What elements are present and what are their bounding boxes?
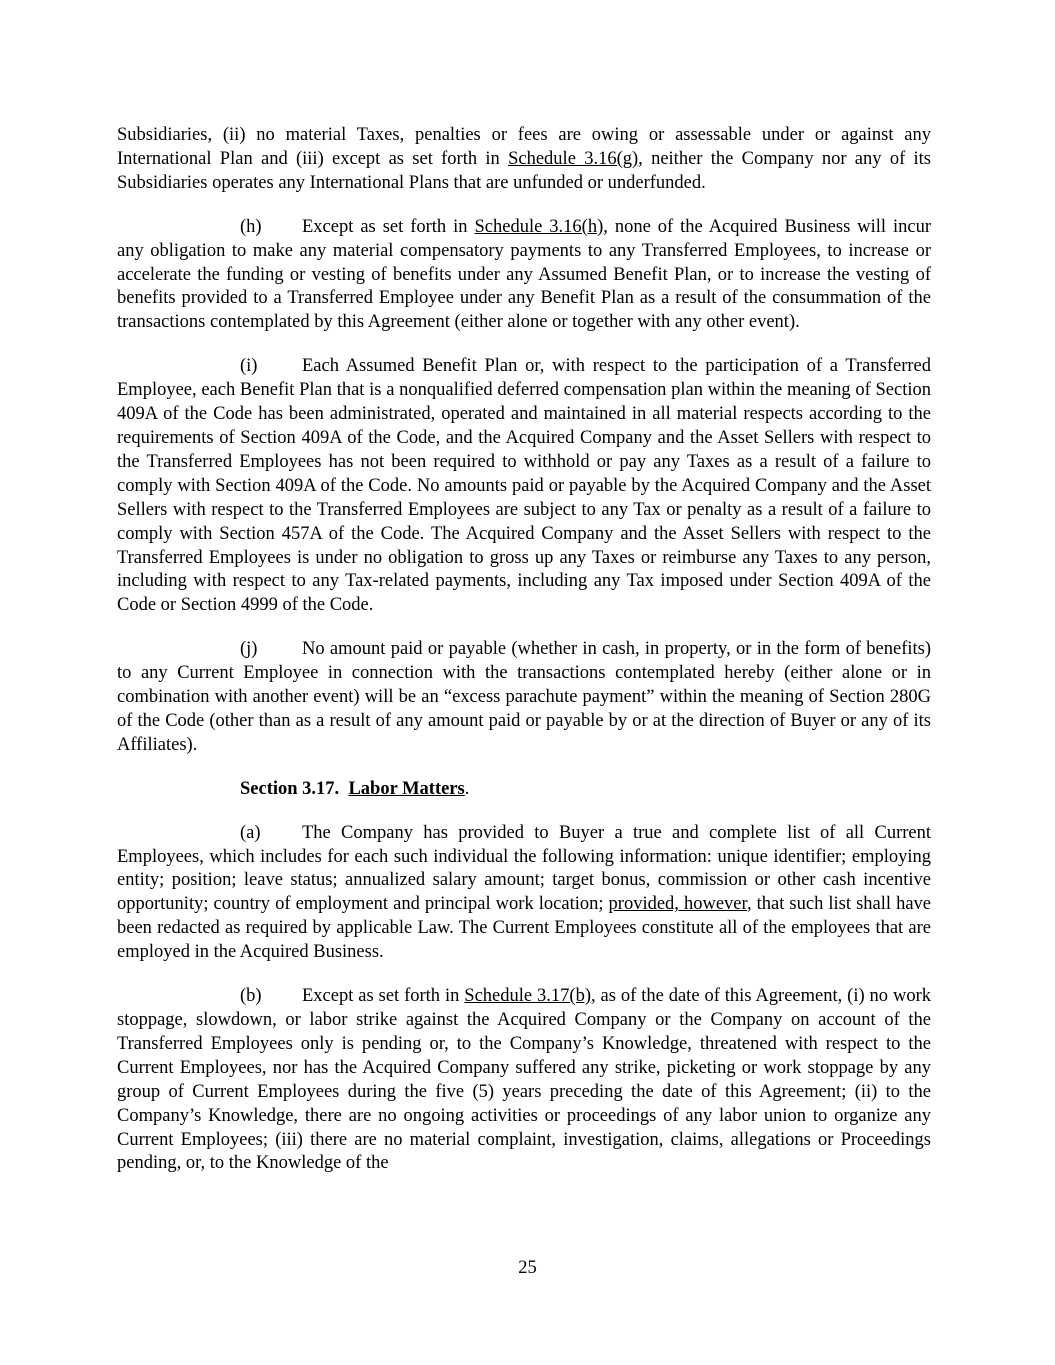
paragraph-h <box>117 216 931 336</box>
page-number: 25 <box>518 1258 537 1278</box>
clause-label: (i) <box>240 356 258 377</box>
paragraph-i <box>117 355 931 618</box>
proviso-term: provided, however <box>608 894 747 915</box>
paragraph-text: , neither the Company nor any of its Subsidiaries operates any International Plans that are unfunded or underfunded. <box>117 148 931 193</box>
section-title: Labor Matters <box>348 778 465 799</box>
paragraph-text: , as of the date of this Agreement, (i) no work stoppage, slowdown, or labor strike against the Acquired Company or the Company on account of the Transferred Employees only is pending or, to the Company’s Knowledge, threatened with respect to the Current Employees, nor has the Acquired Company suffered any strike, picketing or work stoppage by any group of Current Employees during the five (5) years preceding the date of this Agreement; (ii) to the Company’s Knowledge, there are no ongoing activities or proceedings of any labor union to organize any Current Employees; (iii) there are no material complaint, investigation, claims, allegations or Proceedings pending, or, to the Knowledge of the <box>117 986 931 1174</box>
clause-label: (j) <box>240 639 258 660</box>
paragraph-text: Each Assumed Benefit Plan or, with respect to the participation of a Transferred Employee, each Benefit Plan that is a nonqualified deferred compensation plan within the meaning of Section 409A of the Code has been administrated, operated and maintained in all material respects according to the requirements of Section 409A of the Code, and the Acquired Company and the Asset Sellers with respect to the Transferred Employees has not been required to withhold or pay any Taxes as a result of a failure to comply with Section 409A of the Code. No amounts paid or payable by the Acquired Company and the Asset Sellers with respect to the Transferred Employees are subject to any Tax or penalty as a result of a failure to comply with Section 457A of the Code. The Acquired Company and the Asset Sellers with respect to the Transferred Employees is under no obligation to gross up any Taxes or reimburse any Taxes to any person, including with respect to any Tax-related payments, including any Tax imposed under Section 409A of the Code or Section 4999 of the Code. <box>117 356 931 616</box>
paragraph-text: , none of the Acquired Business will incur any obligation to make any material compensatory payments to any Transferred Employees, to increase or accelerate the funding or vesting of benefits under any Assumed Benefit Plan, or to increase the vesting of benefits provided to a Transferred Employee under any Benefit Plan as a result of the consummation of the transactions contemplated by this Agreement (either alone or together with any other event). <box>117 216 931 333</box>
paragraph-text: The Company has provided to Buyer a true and complete list of all Current Employees, which includes for each such individual the following information: unique identifier; employing entity; position; leave status; annualized salary amount; target bonus, commission or other cash incentive opportunity; country of employment and principal work location; <box>117 822 931 915</box>
paragraph-j <box>117 638 931 758</box>
clause-label: (b) <box>240 986 262 1007</box>
clause-label: (a) <box>240 822 261 843</box>
section-number: Section 3.17. <box>240 778 340 799</box>
section-title-period: . <box>464 778 470 799</box>
paragraph-a <box>117 822 931 965</box>
document-page <box>117 124 931 1196</box>
paragraph-text: No amount paid or payable (whether in cash, in property, or in the form of benefits) to any Current Employee in connection with the transactions contemplated hereby (either alone or in combination with another event) will be an “excess parachute payment” within the meaning of Section 280G of the Code (other than as a result of any amount paid or payable by or at the direction of Buyer or any of its Affiliates). <box>117 639 931 755</box>
paragraph-g-continuation <box>117 124 931 196</box>
clause-label: (h) <box>240 216 262 237</box>
schedule-reference: Schedule 3.16(g) <box>508 148 639 169</box>
section-heading <box>117 778 931 802</box>
schedule-reference: Schedule 3.16(h) <box>474 216 604 237</box>
paragraph-b <box>117 985 931 1176</box>
paragraph-text: Except as set forth in <box>302 986 465 1007</box>
paragraph-text: , that such list shall have been redacted as required by applicable Law. The Current Employees constitute all of the employees that are employed in the Acquired Business. <box>117 894 931 963</box>
schedule-reference: Schedule 3.17(b) <box>464 986 591 1007</box>
paragraph-text: Subsidiaries, (ii) no material Taxes, penalties or fees are owing or assessable under or against any International Plan and (iii) except as set forth in <box>117 125 931 169</box>
paragraph-text: Except as set forth in <box>302 216 475 237</box>
